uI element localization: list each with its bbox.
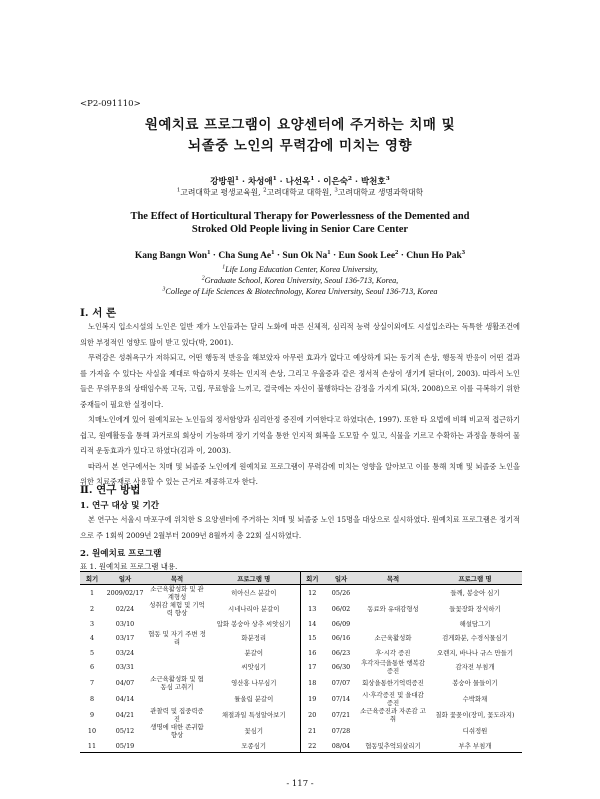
section-heading-methods: Ⅱ. 연구 방법 — [80, 484, 141, 496]
table-cell — [146, 617, 208, 630]
korean-authors: 강방원$^1$ · 차성애$^1$ · 나선옥$^1$ · 이은숙$^2$ · 박천호$^3$ — [210, 175, 390, 187]
table-row — [80, 675, 522, 691]
header-purpose: 목적 — [358, 572, 428, 585]
english-title-line1: The Effect of Horticultural Therapy for Powerlessness of the Demented and — [130, 211, 470, 222]
table-cell — [358, 585, 428, 602]
english-affiliation-2: $^2$Graduate School, Korea University, Seoul 136-713, Korea, — [201, 275, 399, 285]
korean-title-line1: 원예치료 프로그램이 요양센터에 주거하는 치매 및 — [144, 117, 456, 133]
table-cell: 05/19 — [104, 739, 146, 753]
table-row — [80, 630, 522, 646]
subsection-heading-program: 2. 원예치료 프로그램 — [80, 549, 162, 559]
table-cell: 07/14 — [331, 695, 351, 703]
table-cell — [146, 739, 208, 753]
table-cell: 후·시각 증진 — [375, 648, 411, 657]
table-cell: 03/10 — [115, 619, 135, 628]
english-affiliation-1: $^1$Life Long Education Center, Korea University, — [222, 264, 378, 274]
table-row — [80, 739, 522, 753]
table-cell: 동료와 유대감형성 — [367, 605, 419, 613]
table-cell: 06/02 — [331, 605, 351, 613]
table-cell: 들깨, 봉숭아 심기 — [450, 589, 500, 597]
table-cell: 06/30 — [331, 663, 351, 671]
table-caption: 표 1. 원예치료 프로그램 내용. — [80, 562, 178, 571]
subjects-body — [80, 512, 520, 543]
table-row — [80, 707, 522, 723]
table-cell — [146, 691, 208, 707]
table-cell: 감자전 부침개 — [455, 663, 495, 671]
table-cell: 성취감 체험 및 기억력 향상 — [149, 601, 205, 617]
table-cell: 16 — [300, 646, 324, 659]
table-cell: 03/31 — [115, 663, 135, 671]
table-cell: 튤울립 분갈이 — [234, 695, 274, 703]
table-cell: 8 — [89, 695, 95, 703]
table-cell: 2009/02/17 — [106, 589, 144, 597]
table-cell: 1 — [89, 589, 95, 597]
table-row — [80, 617, 522, 630]
table-cell: 관찰력 및 집중력증진 — [150, 707, 204, 723]
table-cell — [146, 646, 208, 659]
english-affiliation-3: $^3$College of Life Sciences & Biotechnology, Korea University, Seoul 136-713, Korea — [162, 286, 438, 296]
program-table — [80, 571, 522, 753]
table-cell: 압화 봉숭아 상추 씨앗심기 — [216, 619, 291, 628]
table-cell: 3 — [89, 619, 95, 628]
table-row — [80, 723, 522, 739]
table-cell: 회상을통한기억력증진 — [362, 679, 424, 687]
table-cell: 07/21 — [331, 711, 351, 719]
table-cell: 오렌지, 바나나 규스 만들기 — [436, 648, 514, 657]
table-cell: 칠화 꽃꽂이(장미, 꽃도라지) — [435, 711, 515, 719]
table-cell: 부추 부침개 — [428, 739, 522, 753]
table-cell: 소근육활성화 — [374, 634, 412, 642]
table-row — [80, 659, 522, 675]
table-cell: 18 — [300, 675, 324, 691]
table-cell: 생명에 대한 존귀함 향상 — [150, 723, 204, 739]
paper-code: <P2-091110> — [80, 99, 141, 109]
table-cell: 05/26 — [331, 589, 351, 597]
table-cell: 시·후각증진 및 을대감증진 — [362, 691, 424, 707]
table-cell: 협동및추억되살리기 — [358, 739, 428, 753]
table-cell: 화분정리 — [241, 634, 267, 642]
table-cell: 06/16 — [331, 634, 351, 642]
table-cell: 04/21 — [115, 711, 135, 719]
table-cell: 20 — [300, 707, 324, 723]
table-cell — [358, 723, 428, 739]
table-cell: 06/23 — [331, 648, 351, 657]
table-cell: 씨앗심기 — [241, 663, 267, 671]
intro-paragraph: 치매노인에게 있어 원예치료는 노인들의 정서함양과 심리안정 증진에 기여한다고 하였다(손, 1997). 또한 타 요법에 비해 비교적 접근하기 쉽고, 원예활동을 통해 과거로의 회상이 기능하며 장기 기억을 통한 인지적 회복을 도모할 수 있고, 식물을 기르고 수확하는 과정을 통하여 물리적 운동효과가 있다고 하였다(김과 이, 2003). — [80, 415, 520, 455]
table-cell: 수박화채 — [462, 695, 488, 703]
korean-title-line2: 뇌졸중 노인의 무력감에 미치는 영향 — [188, 138, 412, 154]
header-date: 일자 — [104, 572, 146, 585]
table-cell: 봉숭아 물들이기 — [452, 679, 498, 687]
subjects-paragraph: 본 연구는 서울시 마포구에 위치한 S 요양센터에 주거하는 치매 및 뇌졸중 노인 15명을 대상으로 실시하였다. 원예치료 프로그램은 정기적으로 주 1회씩 2009년 2월부터 2009년 8월까지 총 22회 실시하였다. — [80, 515, 520, 540]
subsection-heading-subjects: 1. 연구 대상 및 기간 — [80, 501, 160, 511]
intro-paragraph: 무력감은 성취욕구가 저하되고, 어떤 행동적 반응을 해보았자 아무런 효과가 없다고 예상하게 되는 동기적 손상, 행동적 반응이 어떤 결과를 가져올 수 있다는 사실을 제대로 학습하지 못하는 인지적 손상, 그리고 우울증과 같은 정서적 손상이 생기게 된다(이, 2003). 따라서 노인들은 무위무용의 상태임수록 고독, 고립, 무료함을 느끼고, 결국에는 자신이 불행하다는 감정을 가지게 되(차, 2008)으로 이를 극복하기 위한 중재들이 필요한 실정이다. — [80, 353, 520, 409]
table-cell: 히아신스 분갈이 — [231, 589, 277, 597]
english-authors: Kang Bangn Won$^1$ · Cha Sung $Ae^1$ · Sun Ok $Na^1$ · Eun Sook Lee$^2$ · Chun Ho Pak$^3$ — [134, 248, 466, 261]
table-cell: 19 — [300, 691, 324, 707]
table-cell: 12 — [300, 585, 324, 602]
table-cell — [358, 617, 428, 630]
table-cell: 분갈이 — [244, 648, 264, 657]
table-cell: 02/24 — [115, 605, 135, 613]
header-session: 회기 — [80, 572, 104, 585]
table-cell: 시네나리아 분갈이 — [228, 605, 280, 613]
table-cell: 13 — [300, 601, 324, 617]
intro-paragraph: 노인복지 입소시설의 노인은 일반 재가 노인들과는 달리 노화에 따른 신체적, 심리적 능력 상실이외에도 시설입소라는 독특한 생활조건에 의한 부정적인 영향도 많이 받고 있다(박, 2001). — [80, 322, 520, 347]
korean-affiliation: $^1$고려대학교 평생교육원, $^2$고려대학교 대학원, $^3$고려대학교 생명과학대학 — [176, 187, 424, 197]
table-cell: 후각자극을통한 행복감 증진 — [361, 659, 425, 675]
table-cell: 7 — [89, 679, 95, 687]
table-cell: 22 — [300, 739, 324, 753]
header-date: 일자 — [324, 572, 358, 585]
table-cell: 검게화분, 수경식물심기 — [442, 634, 508, 642]
table-cell: 9 — [89, 711, 95, 719]
table-cell: 04/07 — [115, 679, 135, 687]
table-cell: 소근육활성화 및 관계형성 — [150, 585, 204, 601]
table-cell: 15 — [300, 630, 324, 646]
table-cell: 03/17 — [115, 634, 135, 642]
table-cell: 소근육활성화 및 협동심 고취기 — [150, 675, 204, 691]
table-row — [80, 646, 522, 659]
table-cell: 2 — [89, 605, 95, 613]
table-cell: 꽃심기 — [244, 727, 264, 735]
table-cell: 4 — [89, 634, 95, 642]
introduction-body — [80, 319, 520, 490]
table-cell: 해설담그기 — [459, 619, 491, 628]
table-header-row — [80, 572, 522, 585]
english-title-line2: Stroked Old People living in Senior Care Center — [191, 224, 409, 235]
section-heading-introduction: Ⅰ. 서 론 — [80, 307, 117, 319]
table-row — [80, 585, 522, 602]
header-session: 회기 — [300, 572, 324, 585]
table-cell: 05/12 — [115, 727, 135, 735]
table-cell — [146, 659, 208, 675]
table-cell: 08/04 — [324, 739, 358, 753]
table-cell: 협동 및 자기 주변 정리 — [148, 630, 206, 646]
table-cell: 6 — [89, 663, 95, 671]
table-cell: 21 — [300, 723, 324, 739]
table-cell: 영산홍 나무심기 — [231, 679, 277, 687]
table-cell: 소근육증진과 자존감 고취 — [360, 707, 426, 723]
table-cell: 14 — [300, 617, 324, 630]
table-cell: 11 — [80, 739, 104, 753]
table-row — [80, 601, 522, 617]
table-cell: 17 — [300, 659, 324, 675]
table-cell: 들꽃장화 장식하기 — [449, 605, 501, 613]
header-purpose: 목적 — [146, 572, 208, 585]
table-cell: 04/14 — [115, 695, 135, 703]
header-program: 프로그램 명 — [208, 572, 300, 585]
table-cell: 10 — [87, 727, 97, 735]
table-cell: 07/07 — [331, 679, 351, 687]
table-cell: 모종심기 — [208, 739, 300, 753]
page-number: - 117 - — [286, 779, 314, 789]
table-cell: 03/24 — [115, 648, 135, 657]
table-cell: 5 — [89, 648, 95, 657]
table-cell: 07/28 — [331, 727, 351, 735]
table-row — [80, 691, 522, 707]
table-cell: 채절과일 특성알아보기 — [221, 711, 286, 719]
table-cell: 06/09 — [331, 619, 351, 628]
header-program: 프로그램 명 — [428, 572, 522, 585]
table-cell: 디쉬정원 — [462, 727, 488, 735]
intro-paragraph: 따라서 본 연구에서는 치매 및 뇌졸중 노인에게 원예치료 프로그램이 무력감에 미치는 영향을 알아보고 이를 통해 치매 및 뇌졸중 노인을 위한 치료중재로 사용할 수 있는 근거로 제공하고자 한다. — [80, 461, 520, 486]
